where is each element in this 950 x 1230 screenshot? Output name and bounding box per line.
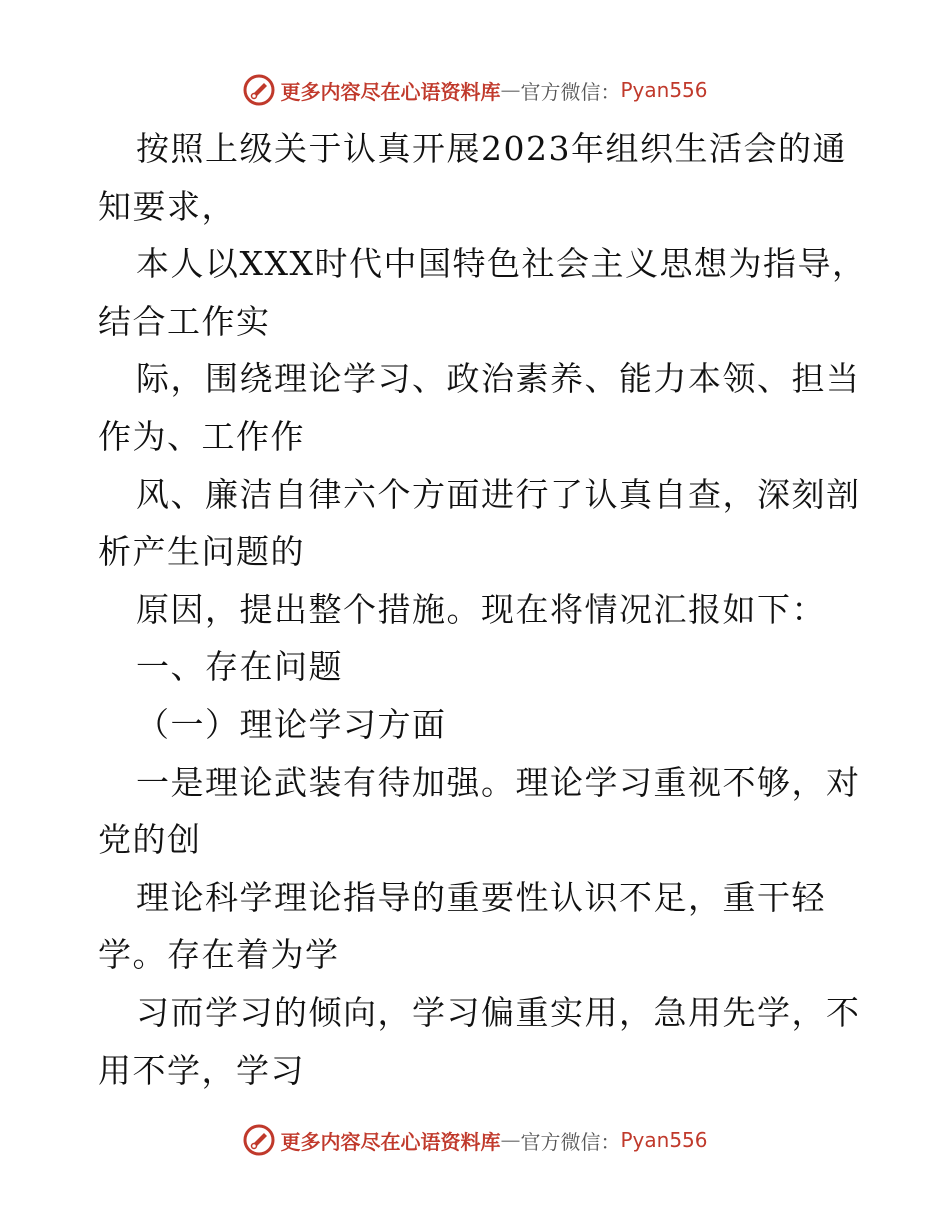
section-heading: 一、存在问题 [136, 647, 343, 687]
watermark-wechat-id: Pyan556 [620, 1128, 708, 1152]
paragraph-line: 习而学习的倾向，学习偏重实用，急用先学，不 [136, 992, 861, 1032]
paragraph-line: 知要求， [98, 186, 236, 226]
paragraph-line: 理论科学理论指导的重要性认识不足，重干轻 [136, 877, 826, 917]
subsection-heading: （一）理论学习方面 [136, 704, 447, 744]
paragraph-line: 按照上级关于认真开展2023年组织生活会的通 [136, 129, 847, 168]
paragraph-line: 学。存在着为学 [98, 935, 340, 975]
watermark-official-label: 官方微信： [520, 79, 621, 104]
watermark-logo-icon [242, 1123, 276, 1157]
paragraph-line: 本人以XXX时代中国特色社会主义思想为指导， [136, 244, 867, 284]
watermark-wechat-id: Pyan556 [620, 78, 708, 102]
paragraph-line: 际，围绕理论学习、政治素养、能力本领、担当 [136, 359, 861, 399]
paragraph-line: 原因，提出整个措施。现在将情况汇报如下： [136, 589, 826, 629]
watermark-logo-icon [242, 73, 276, 107]
watermark-dash: — [500, 1128, 521, 1152]
document-body [98, 120, 867, 1099]
paragraph-line: 党的创 [98, 820, 202, 860]
paragraph-line: 作为、工作作 [98, 416, 305, 456]
header-watermark [0, 70, 950, 110]
paragraph-line: 析产生问题的 [98, 532, 305, 572]
paragraph-line: 用不学，学习 [98, 1050, 305, 1090]
watermark-official-label: 官方微信： [520, 1129, 621, 1154]
paragraph-line: 一是理论武装有待加强。理论学习重视不够，对 [136, 762, 861, 802]
footer-watermark [0, 1120, 950, 1160]
watermark-brand: 更多内容尽在心语资料库 [280, 79, 501, 104]
paragraph-line: 结合工作实 [98, 301, 271, 341]
paragraph-line: 风、廉洁自律六个方面进行了认真自查，深刻剖 [136, 474, 861, 514]
watermark-dash: — [500, 78, 521, 102]
watermark-brand: 更多内容尽在心语资料库 [280, 1129, 501, 1154]
